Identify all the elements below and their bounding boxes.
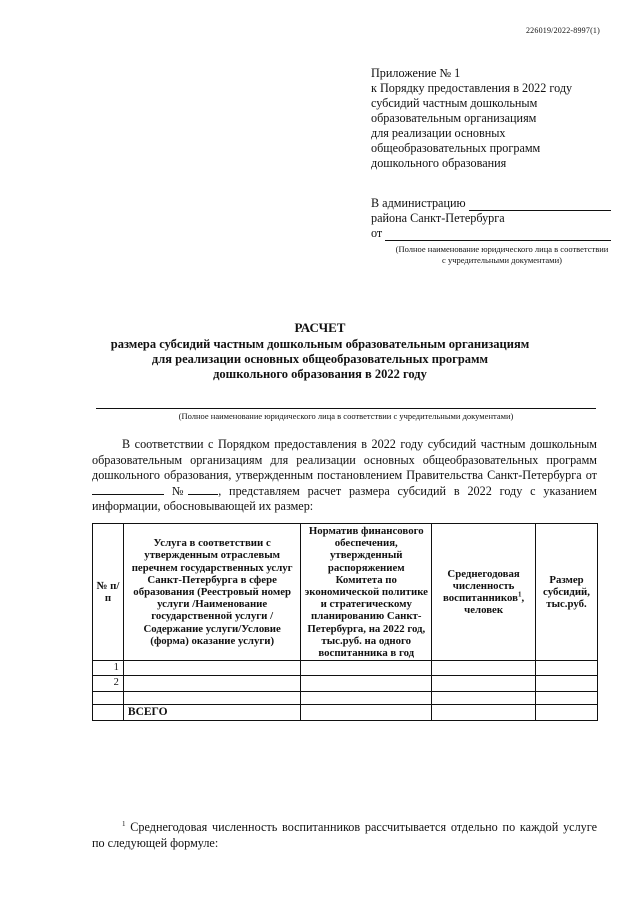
footnote-ref: 1	[517, 590, 522, 599]
cell-headcount[interactable]	[432, 691, 536, 704]
total-norm-cell[interactable]	[301, 704, 432, 720]
cell-subsidy[interactable]	[536, 691, 598, 704]
appendix-line: субсидий частным дошкольным	[371, 96, 538, 110]
header-norm: Норматив финансового обеспечения, утвержденный распоряжением Комитета по экономической политике и стратегическому планированию Санкт-Петербурга, на 2022 год, тыс.руб. на одного воспитанника в год	[301, 524, 432, 661]
footnote-text: Среднегодовая численность воспитанников рассчитывается отдельно по каждой услуге по следующей формуле:	[92, 820, 597, 850]
table-row	[93, 676, 598, 691]
header-number: № п/п	[93, 524, 124, 661]
row-number: 1	[93, 661, 124, 676]
cell-headcount[interactable]	[432, 676, 536, 691]
title-line: дошкольного образования в 2022 году	[213, 367, 427, 381]
addressee-administration-label: В администрацию	[371, 196, 466, 210]
title-heading: РАСЧЕТ	[294, 320, 346, 335]
appendix-line: образовательным организациям	[371, 111, 537, 125]
intro-paragraph	[92, 437, 597, 515]
addressee-administration-row	[371, 196, 611, 211]
intro-text: В соответствии с Порядком предоставления в 2022 году субсидий частным дошкольным образовательным организациям для реализации основных общеобразовательных программ дошкольного образования, утвержденным постановлением Правительства Санкт-Петербурга от	[92, 437, 597, 482]
table-row	[93, 691, 598, 704]
header-service: Услуга в соответствии с утвержденным отраслевым перечнем государственных услуг Санкт-Петербурга в сфере образования (Реестровый номер услуги /Наименование государственной услуги /Содержание услуги/Условие (форма) оказание услуги)	[123, 524, 300, 661]
cell-subsidy[interactable]	[536, 676, 598, 691]
addressee-block	[371, 196, 611, 266]
number-blank-field[interactable]	[188, 484, 218, 495]
appendix-header	[371, 66, 611, 171]
row-number	[93, 691, 124, 704]
addressee-from-row	[371, 226, 611, 241]
organization-name-caption: (Полное наименование юридического лица в соответствии с учредительными документами)	[178, 411, 514, 421]
title-line: размера субсидий частным дошкольным образовательным организациям	[110, 337, 530, 351]
cell-norm[interactable]	[301, 691, 432, 704]
from-blank-field[interactable]	[385, 228, 611, 241]
footnote-mark: 1	[122, 819, 126, 828]
header-subsidy-amount: Размер субсидий, тыс.руб.	[536, 524, 598, 661]
document-id: 226019/2022-8997(1)	[525, 26, 600, 35]
cell-service[interactable]	[123, 676, 300, 691]
cell-subsidy[interactable]	[536, 661, 598, 676]
document-title	[0, 320, 640, 382]
header-headcount-unit: , человек	[464, 592, 525, 617]
cell-norm[interactable]	[301, 676, 432, 691]
table-row	[93, 661, 598, 676]
addressee-note: (Полное наименование юридического лица в соответствии с учредительными документами)	[395, 244, 609, 265]
cell-norm[interactable]	[301, 661, 432, 676]
organization-name-field[interactable]	[96, 408, 596, 409]
table-header-row	[93, 524, 598, 661]
intro-text-end: , представляем расчет размера субсидий в 2022 году с указанием информации, обосновывающей их размер:	[92, 483, 597, 513]
title-line: для реализации основных общеобразовательных программ	[151, 352, 489, 366]
appendix-line: Приложение № 1	[371, 66, 461, 80]
total-headcount-cell[interactable]	[432, 704, 536, 720]
total-subsidy-cell[interactable]	[536, 704, 598, 720]
appendix-line: дошкольного образования	[371, 156, 507, 170]
appendix-line: для реализации основных	[371, 126, 506, 140]
table-total-row	[93, 704, 598, 720]
row-number: 2	[93, 676, 124, 691]
addressee-from-label: от	[371, 226, 383, 240]
total-label: ВСЕГО	[123, 704, 300, 720]
date-blank-field[interactable]	[92, 484, 164, 495]
subsidy-calculation-table	[92, 523, 598, 721]
addressee-district-label: района Санкт-Петербурга	[371, 211, 505, 225]
cell-headcount[interactable]	[432, 661, 536, 676]
cell-service[interactable]	[123, 691, 300, 704]
appendix-line: общеобразовательных программ	[371, 141, 541, 155]
cell-service[interactable]	[123, 661, 300, 676]
intro-number-sign: №	[171, 483, 189, 498]
header-headcount-text: Среднегодовая численность воспитанников	[443, 567, 520, 605]
administration-blank-field[interactable]	[469, 198, 611, 211]
header-headcount	[432, 524, 536, 661]
footnote	[92, 820, 597, 851]
appendix-line: к Порядку предоставления в 2022 году	[371, 81, 573, 95]
total-number-cell	[93, 704, 124, 720]
